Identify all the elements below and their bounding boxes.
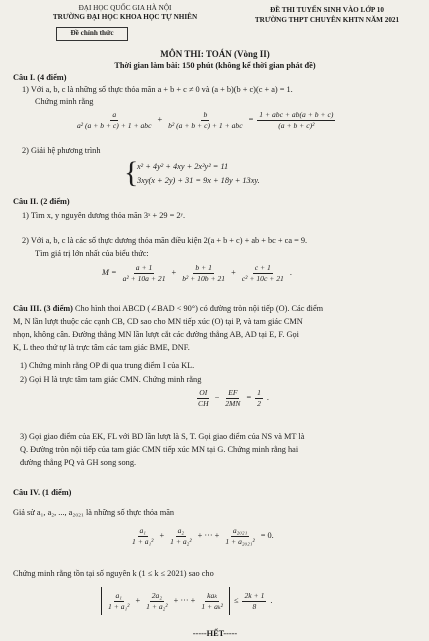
q3-part1: 1) Chứng minh rằng OP đi qua trung điểm I của KL.: [20, 361, 195, 370]
q3-ratio-half: $\frac{1}{2}$: [257, 388, 261, 408]
q4-term-2021: $\frac{\text{a₂₀₂₁}}{\text{1 + a₂₀₂₁²}}$: [225, 526, 255, 546]
system-eq2: 3xy(x + 2y) + 31 = 9x + 18y + 13xy.: [137, 176, 260, 185]
university-name: ĐẠI HỌC QUỐC GIA HÀ NỘI: [78, 4, 172, 12]
q2-part2-text: 2) Với a, b, c là các số thực dương thỏa mãn điều kiện 2(a + b + c) + ab + bc + ca = 9.: [22, 236, 308, 245]
q3-ratio-oi-ch: $\frac{OI}{CH}$: [198, 388, 209, 408]
q4-prove: Chứng minh rằng tồn tại số nguyên k (1 ≤ k ≤ 2021) sao cho: [13, 569, 214, 578]
q4-title: Câu IV. (1 điểm): [13, 488, 72, 497]
q1-title: Câu I. (4 điểm): [13, 73, 67, 82]
q3-intro-line1: Câu III. (3 điểm) Cho hình thoi ABCD (∠BAD < 90°) có đường tròn nội tiếp (O). Các điểm: [13, 304, 324, 313]
q1-fraction-a: $\frac{a}{\text{a² (a + b + c) + 1 + abc}}$: [77, 110, 152, 130]
system-eq1: x² + 4y² + 4xy + 2x²y² = 11: [137, 162, 229, 171]
q3-part3-line1: 3) Gọi giao điểm của EK, FL với BD lần lượt là S, T. Gọi giao điểm của NS và MT là: [20, 432, 305, 441]
time-limit: Thời gian làm bài: 150 phút (không kể thời gian phát đề): [114, 61, 316, 70]
end-mark: -----HẾT-----: [192, 629, 238, 638]
q3-part3-line3: đường thẳng PQ và GH song song.: [20, 458, 137, 467]
q3-intro-line3: nhọn, không cân. Đường thẳng MN lần lượt cắt các đường thẳng AB, AD tại E, F. Gọi: [13, 330, 299, 339]
q4-sum-condition: $\frac{\text{a₁}}{\text{1 + a₁²}}$ + $\frac{\text{a₂}}{\text{1 + a₂²}}$ + ··· + $\frac{\text{a₂₀₂₁}}{\text{1 + a₂₀₂₁²}}$ = 0.: [132, 526, 274, 546]
q4-term-1: $\frac{\text{a₁}}{\text{1 + a₁²}}$: [132, 526, 154, 546]
q4-term-2: $\frac{\text{a₂}}{\text{1 + a₂²}}$: [170, 526, 192, 546]
q2-part1-text: 1) Tìm x, y nguyên dương thỏa mãn 3ˣ + 29 = 2ʸ.: [22, 211, 186, 220]
q3-intro-line2: M, N lần lượt thuộc các cạnh CB, CD sao cho MN tiếp xúc (O) tại P, và tam giác CMN: [13, 317, 303, 326]
official-label: Đề chính thức: [70, 29, 114, 37]
q2-title: Câu II. (2 điểm): [13, 197, 70, 206]
exam-heading: ĐỀ THI TUYỂN SINH VÀO LỚP 10: [270, 6, 384, 14]
q4-given: Giả sử a₁, a₂, ..., a₂₀₂₁ là những số thực thỏa mãn: [13, 508, 175, 517]
q1-fraction-rhs: $\frac{\text{1 + abc + ab(a + b + c)}}{\text{(a + b + c)²}}$: [259, 110, 334, 130]
q1-part2-text: 2) Giải hệ phương trình: [22, 146, 101, 155]
q4-ineq-term-k: $\frac{\text{kaₖ}}{\text{1 + aₖ²}}$: [201, 590, 223, 611]
school-year: TRƯỜNG THPT CHUYÊN KHTN NĂM 2021: [254, 16, 400, 24]
q3-intro-line4: K, L theo thứ tự là trực tâm các tam giác BME, DNF.: [13, 343, 190, 352]
q1-fraction-b: $\frac{b}{\text{b² (a + b + c) + 1 + abc}}$: [168, 110, 243, 130]
q2-expression: M = $\frac{a + 1}{\text{a² + 10a + 21}}$ + $\frac{b + 1}{\text{b² + 10b + 21}}$ + $\frac{c + 1}{\text{c² + 10c + 21}}$ .: [102, 263, 292, 283]
q2-term-b: $\frac{b + 1}{\text{b² + 10b + 21}}$: [182, 263, 226, 283]
q1-identity: $\frac{a}{\text{a² (a + b + c) + 1 + abc}}$ + $\frac{b}{\text{b² (a + b + c) + 1 + abc}}$ = $\frac{\text{1 + abc + ab(a + b + c)}}{\text{(a + b + c)²}}$: [77, 110, 334, 130]
q1-part1-text: 1) Với a, b, c là những số thực thỏa mãn a + b + c ≠ 0 và (a + b)(b + c)(c + a) = 1.: [22, 85, 293, 94]
abs-bar-left: [101, 587, 102, 615]
q3-ratio-ef-mn: $\frac{EF}{2MN}$: [225, 388, 241, 408]
q4-ineq-term-2: $\frac{\text{2a₂}}{\text{1 + a₂²}}$: [146, 590, 168, 611]
subject-title: MÔN THI: TOÁN (Vòng II): [160, 49, 270, 59]
q2-term-a: $\frac{a + 1}{\text{a² + 10a + 21}}$: [122, 263, 166, 283]
q4-ineq-term-1: $\frac{\text{a₁}}{\text{1 + a₁²}}$: [108, 590, 130, 611]
q2-term-c: $\frac{c + 1}{\text{c² + 10c + 21}}$: [241, 263, 284, 283]
system-brace: {: [124, 156, 139, 189]
school-name: TRƯỜNG ĐẠI HỌC KHOA HỌC TỰ NHIÊN: [52, 13, 198, 21]
q3-part2: 2) Gọi H là trực tâm tam giác CMN. Chứng minh rằng: [20, 375, 202, 384]
q2-part2-ask: Tìm giá trị lớn nhất của biểu thức:: [35, 249, 149, 258]
abs-bar-right: [229, 587, 230, 615]
q4-inequality: $\frac{\text{a₁}}{\text{1 + a₁²}}$ + $\frac{\text{2a₂}}{\text{1 + a₂²}}$ + ··· + $\frac{\text{kaₖ}}{\text{1 + aₖ²}}$ ≤ $\frac{2k + 1}{8}$ .: [101, 587, 272, 615]
q4-ineq-rhs: $\frac{2k + 1}{8}$: [244, 590, 265, 611]
q1-part1-prove: Chứng minh rằng: [35, 97, 94, 106]
q3-part3-line2: Q. Đường tròn nội tiếp của tam giác CMN tiếp xúc MN tại G. Chứng minh rằng hai: [20, 445, 299, 454]
q3-ratio-identity: $\frac{OI}{CH}$ − $\frac{EF}{2MN}$ = $\frac{1}{2}$ .: [198, 388, 269, 408]
